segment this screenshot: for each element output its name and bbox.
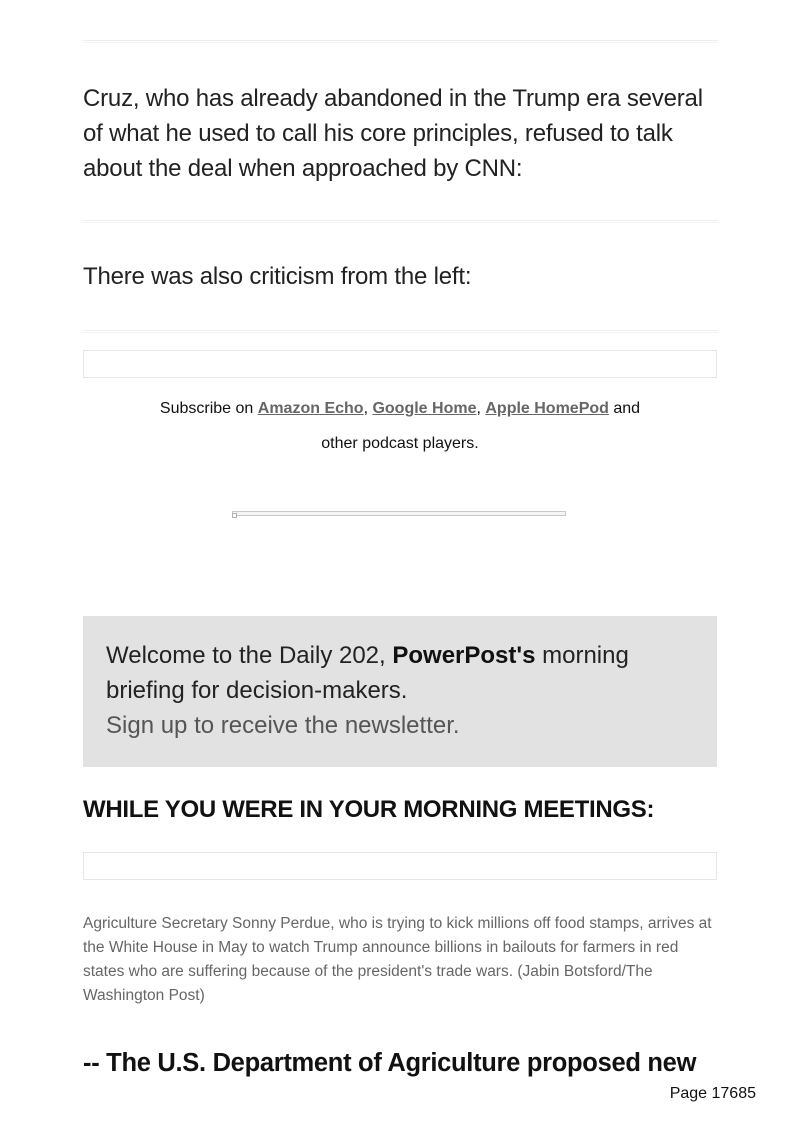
divider-embed-1 — [83, 220, 718, 223]
audio-player-scrub-handle[interactable] — [232, 513, 237, 518]
audio-player-progress-bar[interactable] — [232, 511, 566, 516]
promo-brand: PowerPost's — [392, 642, 536, 669]
promo-text-after: morning briefing for decision-makers. — [106, 642, 629, 704]
promo-text-before: Welcome to the Daily 202, — [106, 642, 393, 669]
subscribe-line-2: other podcast players. — [321, 435, 479, 452]
paragraph-cruz: Cruz, who has already abandoned in the Trump era several of what he used to call his core principles, refused to talk about the deal when approached by CNN: — [83, 85, 703, 182]
newsletter-signup-link[interactable]: Sign up to receive the newsletter. — [106, 712, 460, 739]
photo-placeholder — [83, 852, 717, 880]
subscribe-prefix: Subscribe on — [159, 400, 258, 417]
podcast-subscribe-block — [83, 391, 717, 461]
section-heading-morning-meetings: WHILE YOU WERE IN YOUR MORNING MEETINGS: — [83, 796, 655, 823]
divider-top — [83, 40, 718, 43]
subscribe-separator: , — [476, 400, 486, 417]
paragraph-left-criticism: There was also criticism from the left: — [83, 263, 472, 290]
subscribe-suffix: and — [608, 400, 641, 417]
photo-caption: Agriculture Secretary Sonny Perdue, who is trying to kick millions off food stamps, arrives at the White House in May to watch Trump announce billions in bailouts for farmers in red states who are suffering because of the president's trade wars. (Jabin Botsford/The Washington Post) — [83, 915, 712, 1004]
embedded-media-placeholder — [83, 350, 717, 378]
page-number: Page 17685 — [669, 1085, 756, 1102]
apple-homepod-link[interactable]: Apple HomePod — [485, 400, 609, 417]
newsletter-promo-box — [83, 616, 717, 767]
subscribe-line-1 — [83, 391, 717, 426]
amazon-echo-link[interactable]: Amazon Echo — [257, 400, 364, 417]
subscribe-separator: , — [363, 400, 373, 417]
divider-embed-2 — [83, 330, 718, 333]
google-home-link[interactable]: Google Home — [372, 400, 477, 417]
story-heading-usda: -- The U.S. Department of Agriculture proposed new — [83, 1049, 697, 1077]
